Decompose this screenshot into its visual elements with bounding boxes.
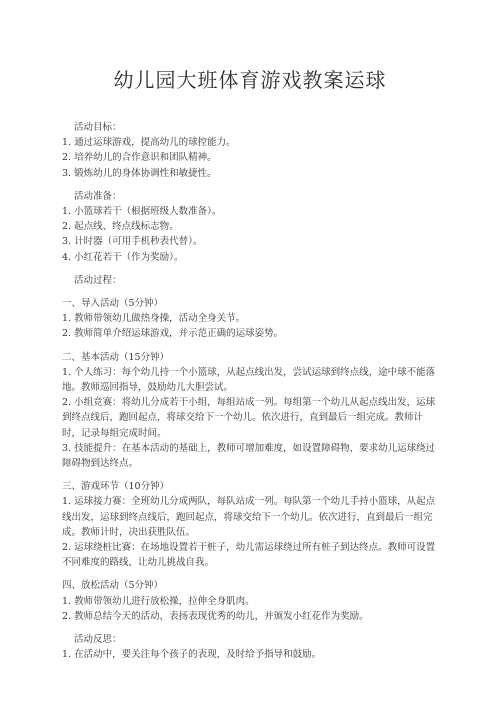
process-heading-game: 三、游戏环节（10分钟） (62, 481, 170, 493)
list-item: 3. 锻炼幼儿的身体协调性和敏捷性。 (62, 167, 217, 179)
list-item: 2. 起点线、终点线标志物。 (62, 221, 179, 233)
document-body (62, 120, 438, 663)
preparation-list (62, 204, 438, 265)
list-item: 1. 运球接力赛：全班幼儿分成两队，每队站成一列。每队第一个幼儿手持小篮球，从起点线出发，运球到终点线后，跑回起点，将球交给下一个幼儿。依次进行，直到最后一组完成。教师计时，决出获胜队伍。 (62, 496, 436, 538)
process-heading-cooldown: 四、放松活动（5分钟） (62, 580, 164, 592)
list-item: 3. 计时器（可用手机秒表代替）。 (62, 236, 203, 248)
preparation-label: 活动准备： (74, 190, 122, 202)
objectives-label: 活动目标： (74, 122, 122, 133)
list-item: 4. 小红花若干（作为奖励）。 (62, 251, 184, 263)
list-item: 1. 教师带领幼儿进行放松操，拉伸全身肌肉。 (62, 595, 255, 607)
list-item: 2. 培养幼儿的合作意识和团队精神。 (62, 152, 217, 164)
list-item: 1. 在活动中，要关注每个孩子的表现，及时给予指导和鼓励。 (62, 649, 322, 661)
process-heading-warmup: 一、导入活动（5分钟） (62, 298, 164, 310)
list-item: 2. 运球绕桩比赛：在场地设置若干桩子，幼儿需运球绕过所有桩子到达终点。教师可设置不同难度的路线，让幼儿挑战自我。 (62, 542, 436, 569)
list-item: 1. 教师带领幼儿做热身操，活动全身关节。 (62, 313, 246, 325)
list-item: 3. 技能提升：在基本活动的基础上，教师可增加难度，如设置障碍物，要求幼儿运球绕过障碍物到达终点。 (62, 442, 436, 470)
objectives-list (62, 135, 438, 181)
list-item: 1. 通过运球游戏，提高幼儿的球控能力。 (62, 137, 236, 149)
reflection-label: 活动反思： (74, 634, 122, 646)
list-item: 2. 教师总结今天的活动，表扬表现优秀的幼儿，并颁发小红花作为奖励。 (62, 610, 369, 622)
list-item: 2. 教师简单介绍运球游戏，并示范正确的运球姿势。 (62, 328, 284, 340)
list-item: 1. 小篮球若干（根据班级人数准备）。 (62, 206, 222, 218)
list-item: 2. 小组竞赛：将幼儿分成若干小组，每组站成一列。每组第一个幼儿从起点线出发，运球到终点线后，跑回起点，将球交给下一个幼儿。依次进行，直到最后一组完成。教师计时，记录每组完成时间。 (62, 397, 436, 439)
list-item: 1. 个人练习：每个幼儿持一个小篮球，从起点线出发，尝试运球到终点线，途中球不能落地。教师巡回指导，鼓励幼儿大胆尝试。 (62, 366, 436, 394)
page-title: 幼儿园大班体育游戏教案运球 (113, 68, 387, 92)
process-heading-basic: 二、基本活动（15分钟） (62, 351, 170, 363)
process-label: 活动过程： (74, 274, 122, 286)
